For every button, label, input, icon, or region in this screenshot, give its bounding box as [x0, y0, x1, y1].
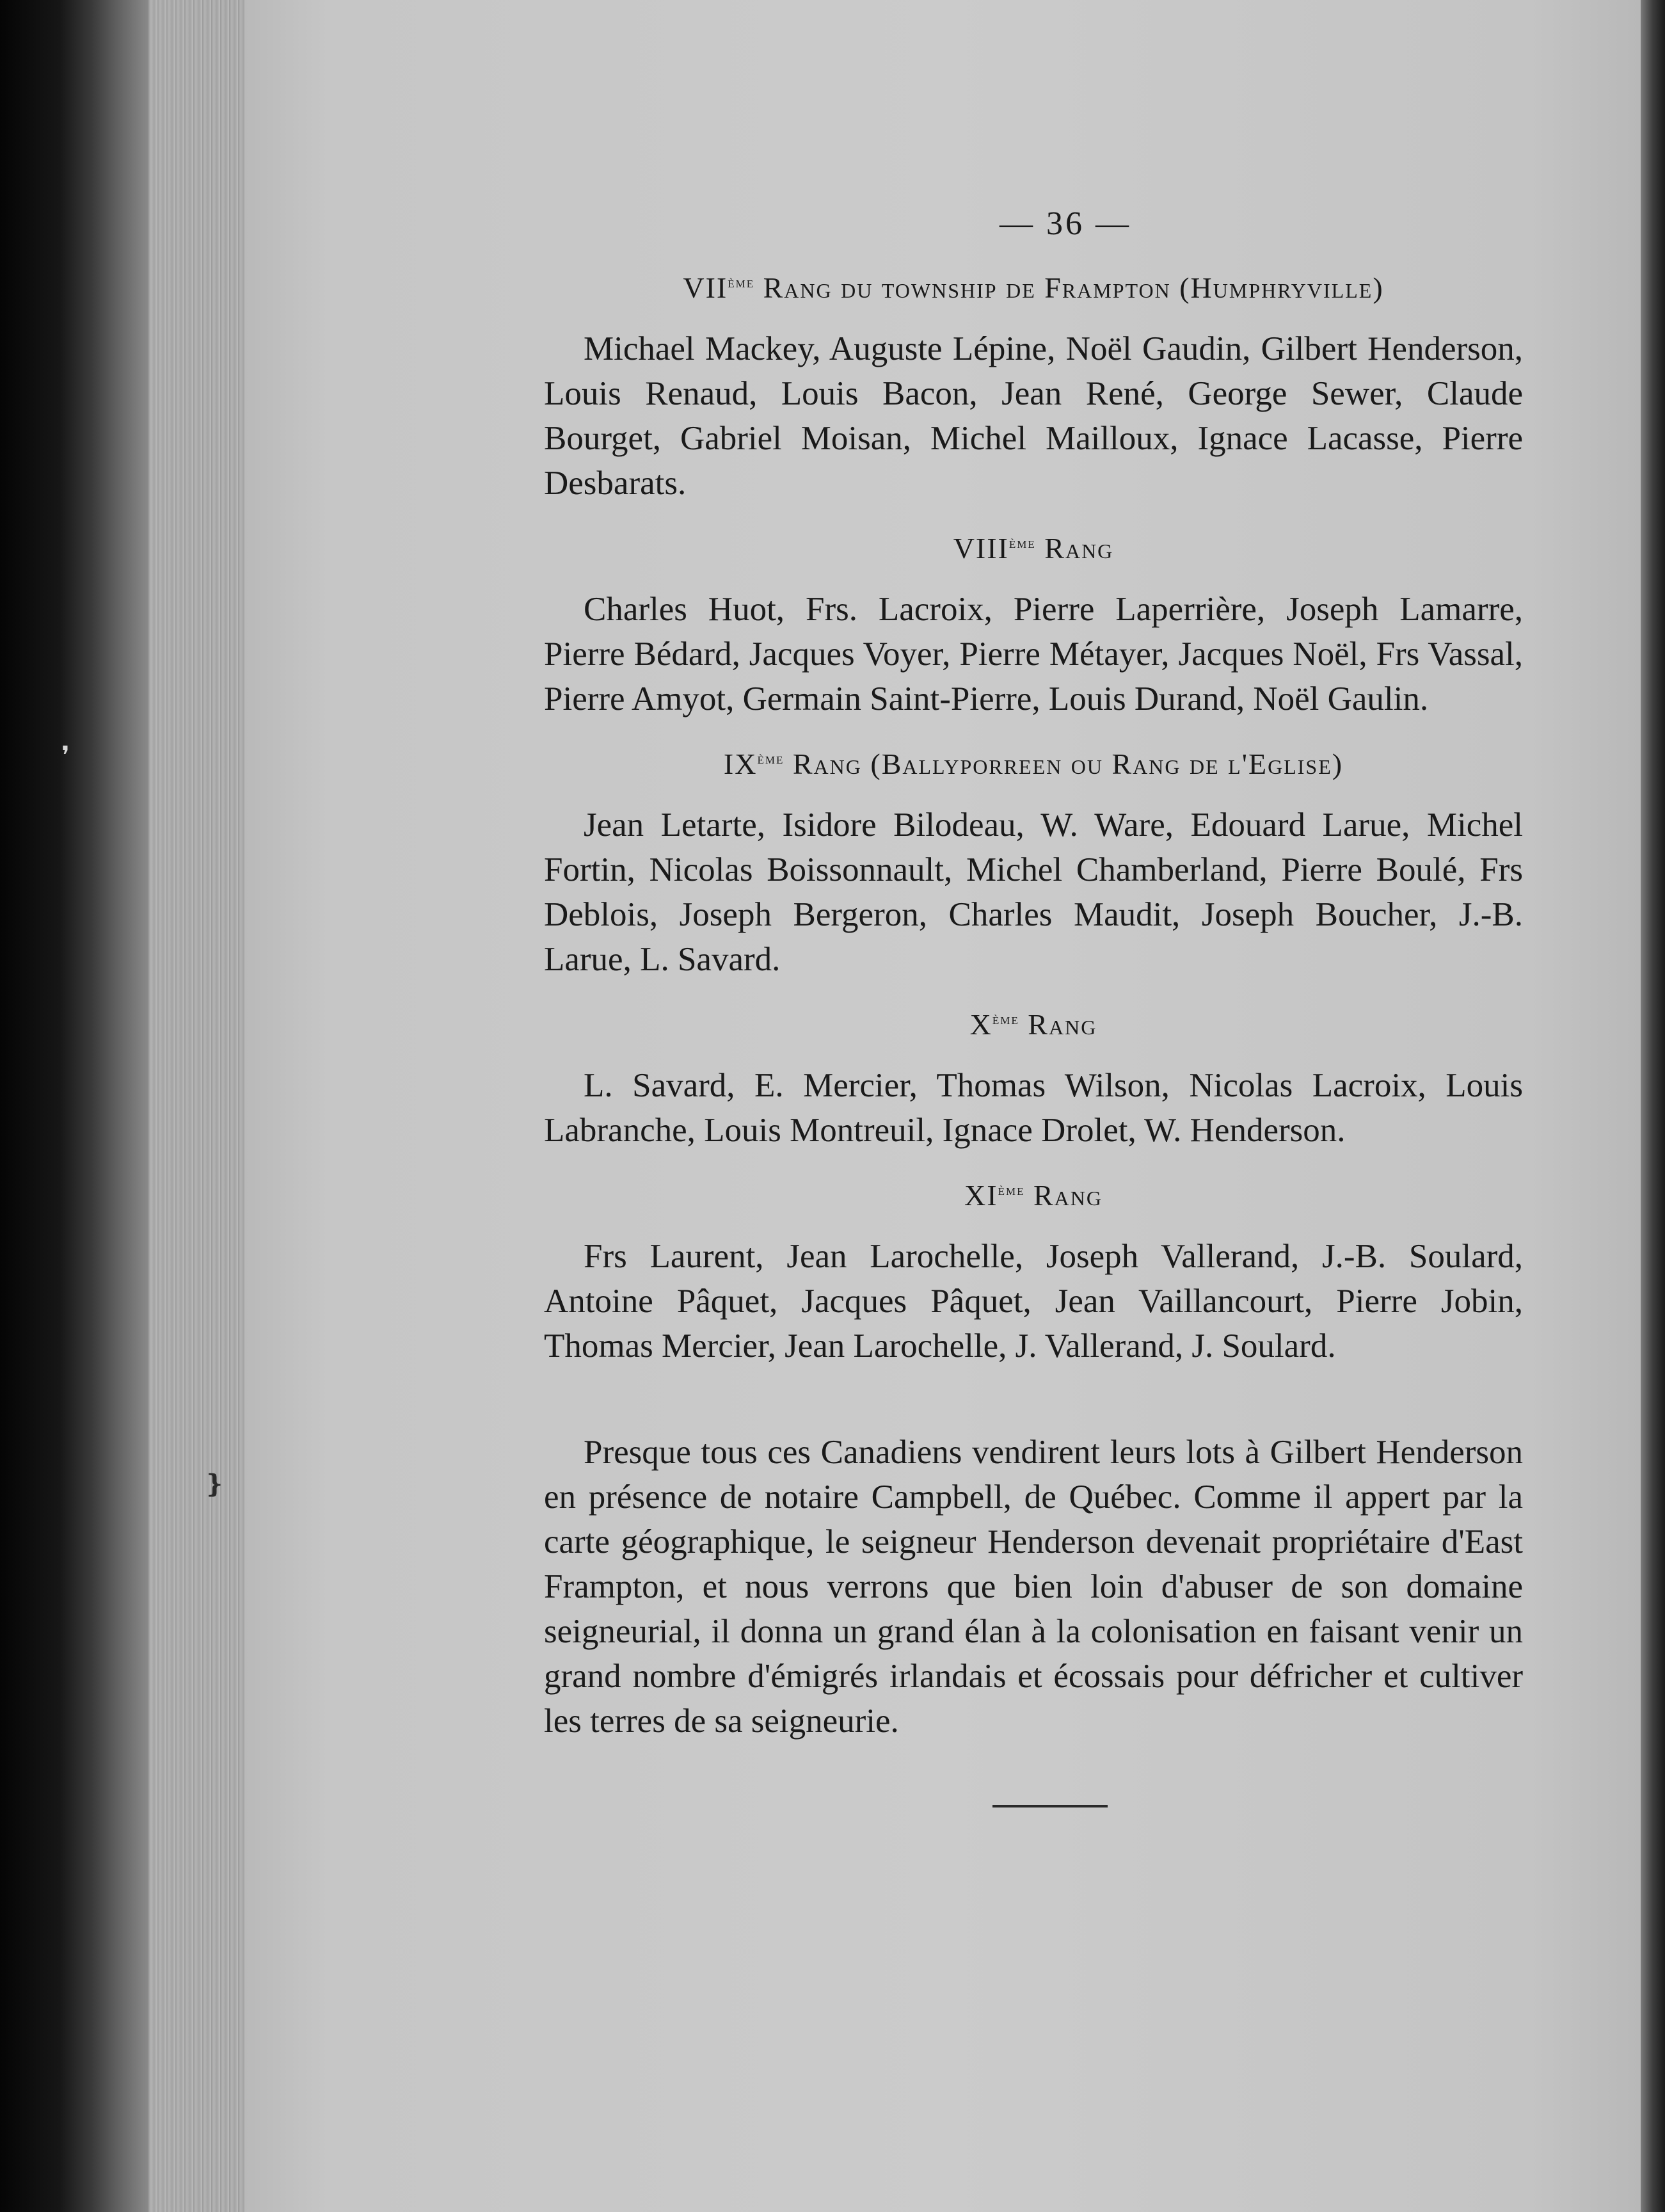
heading-text: Rang	[1035, 532, 1114, 565]
scan-border-left	[0, 0, 148, 2212]
heading-text: Rang (Ballyporreen ou Rang de l'Eglise)	[784, 748, 1344, 780]
section-heading	[544, 1007, 1523, 1041]
page-number: — 36 —	[1000, 205, 1131, 242]
rank-suffix: ème	[757, 751, 785, 767]
scan-border-right	[1641, 0, 1665, 2212]
rank-numeral: IX	[723, 748, 758, 780]
heading-text: Rang	[1019, 1008, 1097, 1041]
end-rule	[992, 1805, 1108, 1807]
rank-numeral: XI	[964, 1179, 998, 1212]
section-heading	[544, 1178, 1523, 1212]
rank-suffix: ème	[1008, 535, 1036, 552]
names-paragraph: Frs Laurent, Jean Larochelle, Joseph Vallerand, J.-B. Soulard, Antoine Pâquet, Jacques Pâquet, Jean Vaillancourt, Pierre Jobin, Thomas Mercier, Jean Larochelle, J. Vallerand, J. Soulard.	[544, 1238, 1523, 1365]
section-x	[544, 1007, 1523, 1153]
rank-suffix: ème	[728, 275, 755, 291]
margin-mark-icon: ❜	[61, 741, 70, 771]
rank-suffix: ème	[998, 1182, 1025, 1199]
closing-paragraph: Presque tous ces Canadiens vendirent leurs lots à Gilbert Henderson en présence de notaire Campbell, de Québec. Comme il appert par la carte géographique, le seigneur Henderson devenait propriétaire d'East Frampton, et nous verrons que bien loin d'abuser de son domaine seigneurial, il donna un grand élan à la colonisation en faisant venir un grand nombre d'émigrés irlandais et écossais pour défricher et cultiver les terres de sa seigneurie.	[544, 1434, 1523, 1740]
rank-numeral: VIII	[953, 532, 1009, 565]
section-ix	[544, 747, 1523, 982]
names-paragraph: Charles Huot, Frs. Lacroix, Pierre Laperrière, Joseph Lamarre, Pierre Bédard, Jacques Voyer, Pierre Métayer, Jacques Noël, Frs Vassal, Pierre Amyot, Germain Saint-Pierre, Louis Durand, Noël Gaulin.	[544, 591, 1523, 717]
gutter-mark-icon: ❵	[203, 1470, 225, 1499]
section-heading	[544, 747, 1523, 781]
rank-suffix: ème	[992, 1011, 1019, 1028]
heading-text: Rang	[1024, 1179, 1103, 1212]
section-heading	[544, 531, 1523, 565]
rank-numeral: VII	[683, 271, 728, 304]
names-paragraph: Michael Mackey, Auguste Lépine, Noël Gaudin, Gilbert Henderson, Louis Renaud, Louis Bacon, Jean René, George Sewer, Claude Bourget, Gabriel Moisan, Michel Mailloux, Ignace Lacasse, Pierre Desbarats.	[544, 330, 1523, 502]
page-text	[544, 205, 1523, 1807]
rank-numeral: X	[969, 1008, 992, 1041]
names-paragraph: Jean Letarte, Isidore Bilodeau, W. Ware, Edouard Larue, Michel Fortin, Nicolas Boissonnault, Michel Chamberland, Pierre Boulé, Frs Deblois, Joseph Bergeron, Charles Maudit, Joseph Boucher, J.-B. Larue, L. Savard.	[544, 806, 1523, 978]
names-paragraph: L. Savard, E. Mercier, Thomas Wilson, Nicolas Lacroix, Louis Labranche, Louis Montreuil, Ignace Drolet, W. Henderson.	[544, 1067, 1523, 1149]
heading-text: Rang du township de Frampton (Humphryville)	[754, 271, 1384, 304]
section-heading	[544, 271, 1523, 305]
section-xi	[544, 1178, 1523, 1368]
page-edges	[148, 0, 244, 2212]
section-viii	[544, 531, 1523, 721]
section-vii	[544, 271, 1523, 506]
